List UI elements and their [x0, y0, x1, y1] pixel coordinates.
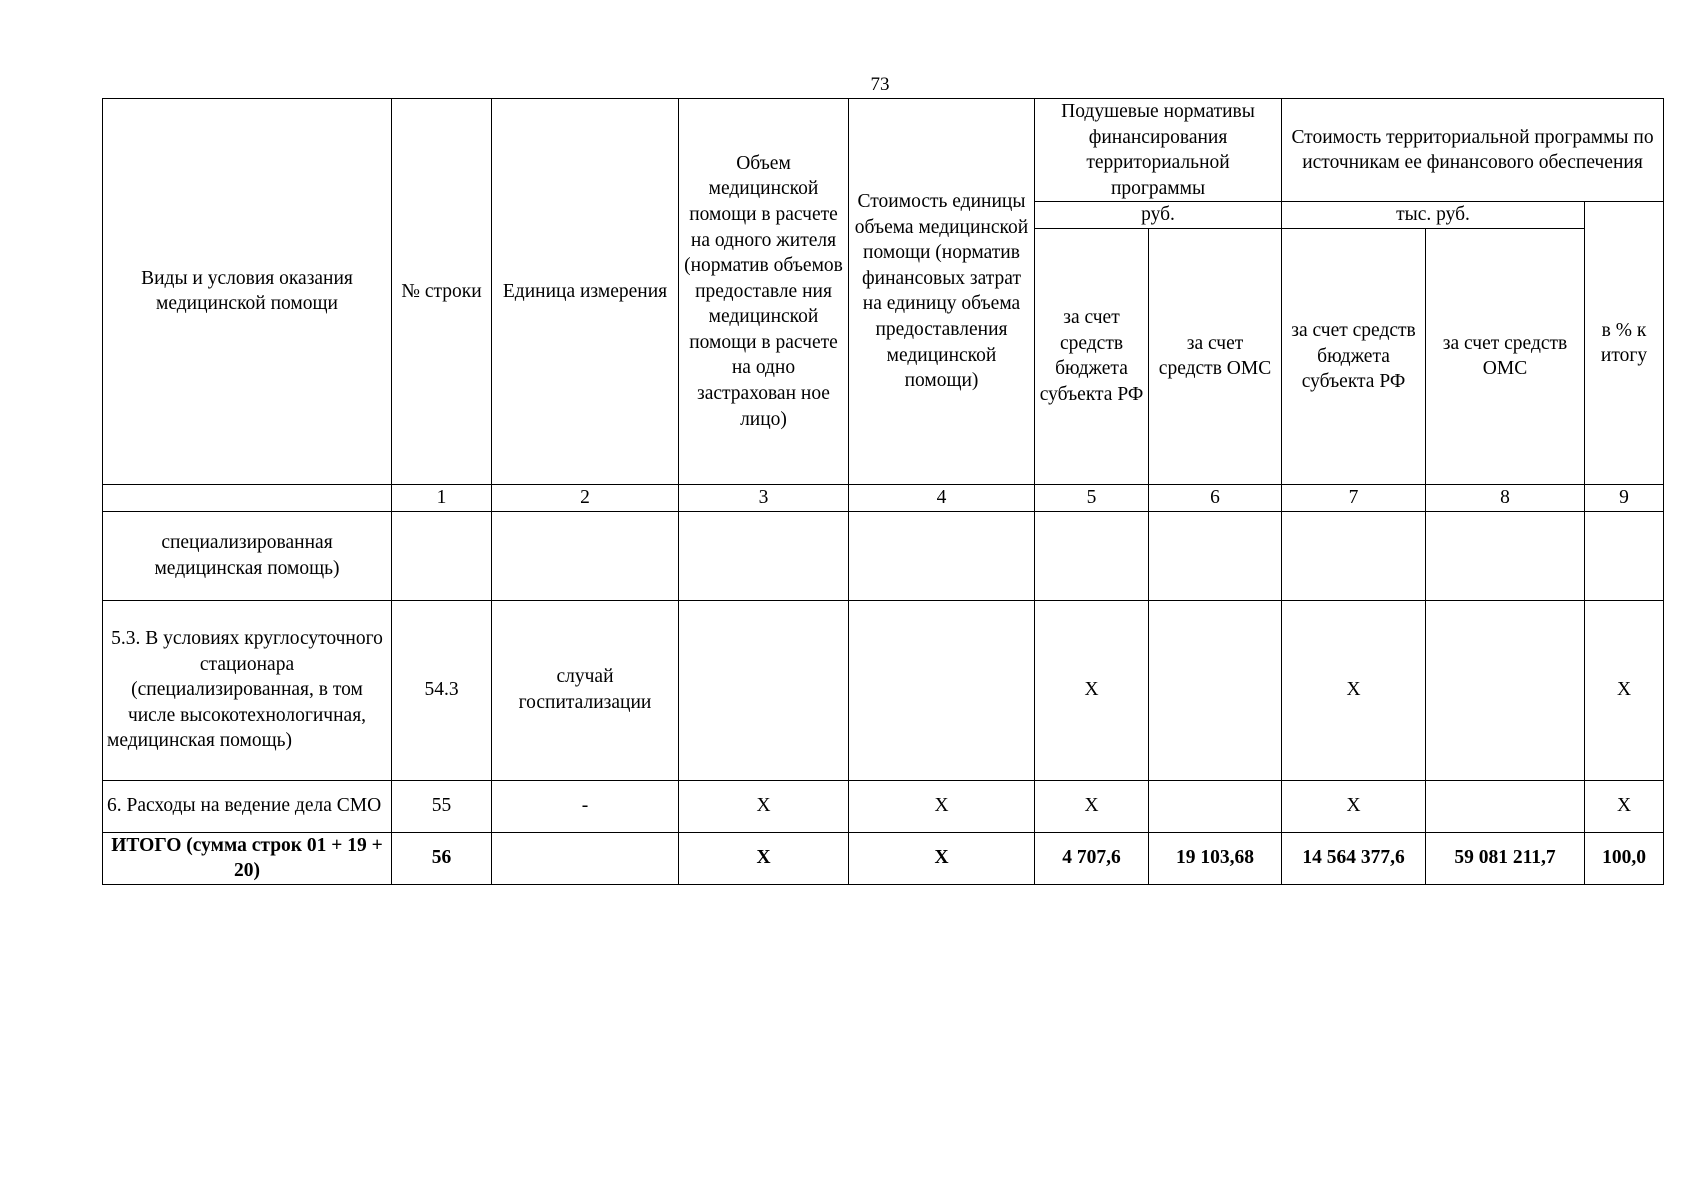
row-value-5 [1035, 511, 1149, 600]
column-number: 8 [1426, 484, 1585, 511]
column-number: 6 [1149, 484, 1282, 511]
row-value-8 [1426, 511, 1585, 600]
column-number: 4 [849, 484, 1035, 511]
row-value-4 [849, 511, 1035, 600]
column-number-blank [103, 484, 392, 511]
row-unit: - [492, 780, 679, 832]
row-value-9: Х [1585, 600, 1664, 780]
row-value-9: Х [1585, 780, 1664, 832]
row-value-8: 59 081 211,7 [1426, 832, 1585, 884]
row-value-6 [1149, 600, 1282, 780]
row-unit [492, 511, 679, 600]
header-volume: Объем медицинской помощи в расчете на одного жителя (норматив объемов предоставле ния медицинской помощи в расчете на одно застрахован ное лицо) [679, 99, 849, 485]
header-col-8: за счет средств ОМС [1426, 228, 1585, 484]
table-row [103, 511, 1664, 600]
financing-table [102, 98, 1664, 885]
row-label: специализированная медицинская помощь) [103, 511, 392, 600]
header-program-cost-group: Стоимость территориальной программы по источникам ее финансового обеспечения [1282, 99, 1664, 202]
row-number: 56 [392, 832, 492, 884]
row-value-3: Х [679, 780, 849, 832]
row-value-3 [679, 511, 849, 600]
row-value-7: Х [1282, 600, 1426, 780]
header-unit: Единица измерения [492, 99, 679, 485]
column-number: 9 [1585, 484, 1664, 511]
page-number: 73 [870, 74, 890, 95]
header-per-capita-group: Подушевые нормативы финансирования территориальной программы [1035, 99, 1282, 202]
header-col-7: за счет средств бюджета субъекта РФ [1282, 228, 1426, 484]
row-value-7: 14 564 377,6 [1282, 832, 1426, 884]
row-value-6 [1149, 780, 1282, 832]
row-unit [492, 832, 679, 884]
row-value-5: Х [1035, 780, 1149, 832]
row-value-4: Х [849, 832, 1035, 884]
header-unit-cost: Стоимость единицы объема медицинской помощи (норматив финансовых затрат на единицу объема предоставления медицинской помощи) [849, 99, 1035, 485]
total-label: ИТОГО (сумма строк 01 + 19 + 20) [103, 832, 392, 884]
row-value-9 [1585, 511, 1664, 600]
row-value-9: 100,0 [1585, 832, 1664, 884]
total-row [103, 832, 1664, 884]
row-value-8 [1426, 780, 1585, 832]
row-number: 54.3 [392, 600, 492, 780]
column-number: 5 [1035, 484, 1149, 511]
row-number: 55 [392, 780, 492, 832]
row-unit: случай госпитализации [492, 600, 679, 780]
column-number: 1 [392, 484, 492, 511]
header-unit-thousand-rub: тыс. руб. [1282, 202, 1585, 229]
row-value-5: Х [1035, 600, 1149, 780]
header-col-6: за счет средств ОМС [1149, 228, 1282, 484]
header-type: Виды и условия оказания медицинской помощи [103, 99, 392, 485]
row-value-4 [849, 600, 1035, 780]
header-col-5: за счет средств бюджета субъекта РФ [1035, 228, 1149, 484]
header-row-1 [103, 99, 1664, 202]
row-label: 6. Расходы на ведение дела СМО [103, 780, 392, 832]
row-value-4: Х [849, 780, 1035, 832]
row-value-6 [1149, 511, 1282, 600]
row-value-7 [1282, 511, 1426, 600]
header-row-number: № строки [392, 99, 492, 485]
row-value-7: Х [1282, 780, 1426, 832]
table-row [103, 600, 1664, 780]
row-value-3: Х [679, 832, 849, 884]
table-row [103, 780, 1664, 832]
column-number: 2 [492, 484, 679, 511]
header-col-9: в % к итогу [1585, 202, 1664, 485]
column-numbers-row [103, 484, 1664, 511]
column-number: 3 [679, 484, 849, 511]
row-number [392, 511, 492, 600]
row-value-6: 19 103,68 [1149, 832, 1282, 884]
row-value-3 [679, 600, 849, 780]
column-number: 7 [1282, 484, 1426, 511]
row-label: 5.3. В условиях круглосуточного стационара (специализированная, в том числе высокотехнологичная, медицинская помощь) [103, 600, 392, 780]
header-unit-rub: руб. [1035, 202, 1282, 229]
row-value-5: 4 707,6 [1035, 832, 1149, 884]
row-value-8 [1426, 600, 1585, 780]
